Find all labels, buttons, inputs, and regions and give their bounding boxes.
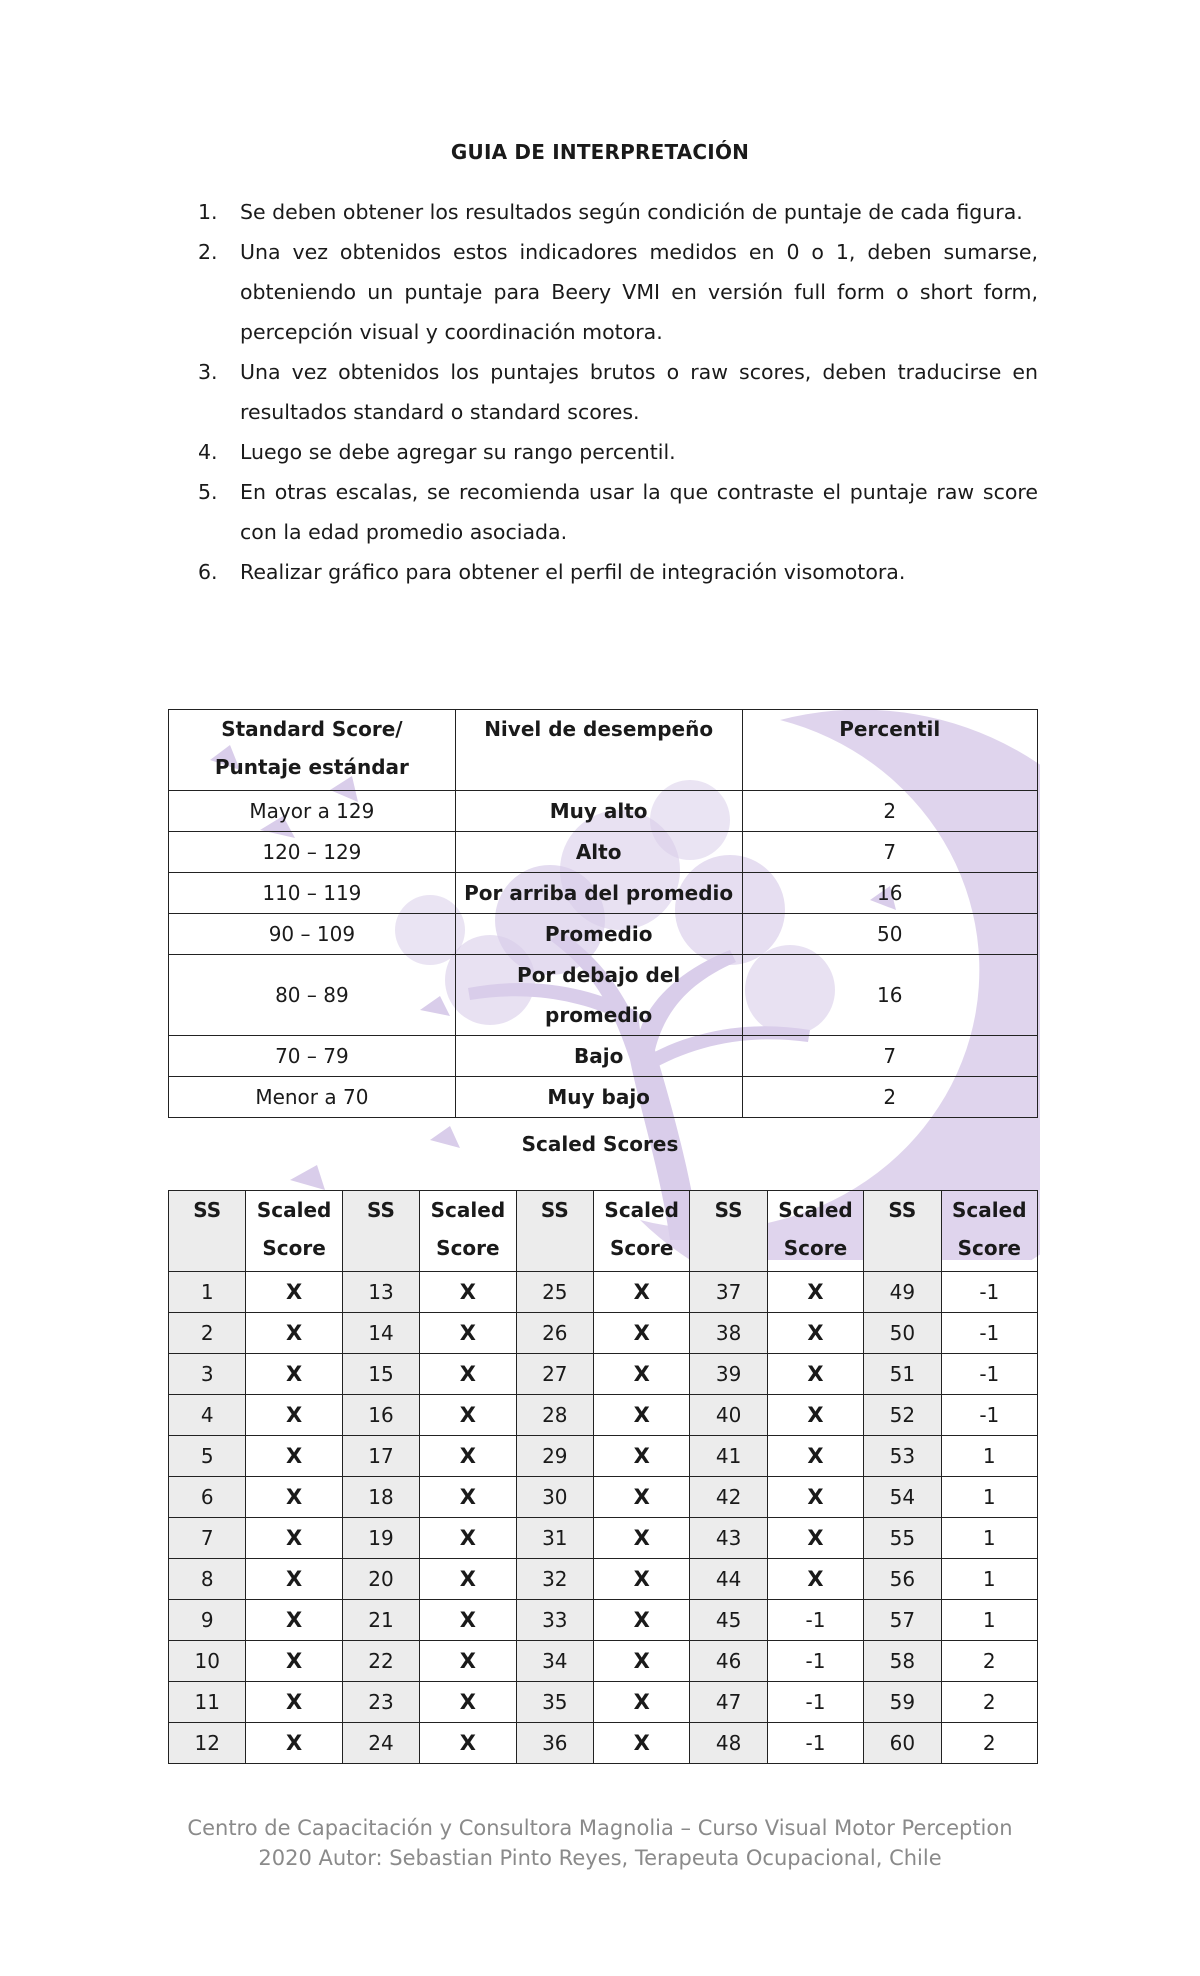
list-item [198,552,1038,592]
scaled-score-cell: -1 [767,1723,863,1764]
table-row [169,1077,1038,1118]
ss-cell: 48 [690,1723,767,1764]
ss-cell: 16 [342,1395,419,1436]
table-cell: 2 [742,1077,1037,1118]
ss-cell: 41 [690,1436,767,1477]
scaled-score-cell: 1 [941,1518,1037,1559]
scaled-score-cell: X [767,1559,863,1600]
scaled-score-cell: -1 [941,1354,1037,1395]
ss-cell: 46 [690,1641,767,1682]
scaled-score-cell: X [767,1518,863,1559]
table-cell: 110 – 119 [169,873,456,914]
scaled-scores-body [169,1272,1038,1764]
ss-cell: 15 [342,1354,419,1395]
scaled-score-cell: X [594,1600,690,1641]
scaled-score-cell: -1 [941,1272,1037,1313]
table-cell: 2 [742,791,1037,832]
scaled-score-cell: X [246,1395,342,1436]
scaled-score-cell: 1 [941,1559,1037,1600]
scaled-score-cell: X [420,1272,516,1313]
table-cell: Por arriba del promedio [455,873,742,914]
footer-line: 2020 Autor: Sebastian Pinto Reyes, Terapeuta Ocupacional, Chile [258,1846,942,1870]
ss-cell: 28 [516,1395,593,1436]
scaled-score-cell: X [594,1682,690,1723]
ss-cell: 33 [516,1600,593,1641]
scaled-score-cell: -1 [941,1313,1037,1354]
scaled-score-cell: X [767,1436,863,1477]
column-header-scaled-score: Scaled Score [594,1191,690,1272]
ss-cell: 6 [169,1477,246,1518]
ss-cell: 5 [169,1436,246,1477]
scaled-score-cell: X [594,1559,690,1600]
scaled-score-cell: X [420,1395,516,1436]
ss-cell: 49 [864,1272,941,1313]
table-row [169,791,1038,832]
table-row [169,832,1038,873]
column-header-scaled-score: Scaled Score [767,1191,863,1272]
ss-cell: 39 [690,1354,767,1395]
scaled-score-cell: X [420,1477,516,1518]
ss-cell: 26 [516,1313,593,1354]
ss-cell: 23 [342,1682,419,1723]
table-row [169,1477,1038,1518]
scaled-score-cell: X [420,1518,516,1559]
scaled-scores-table [168,1190,1038,1764]
scaled-score-cell: X [767,1395,863,1436]
table-row [169,1559,1038,1600]
step-number: 4. [198,440,218,464]
scaled-score-cell: 1 [941,1600,1037,1641]
table-cell: 16 [742,873,1037,914]
scaled-score-cell: X [246,1600,342,1641]
scaled-score-cell: X [594,1354,690,1395]
scaled-score-cell: X [246,1313,342,1354]
table-header-row [169,1191,1038,1272]
ss-cell: 2 [169,1313,246,1354]
scaled-score-cell: X [594,1518,690,1559]
ss-cell: 4 [169,1395,246,1436]
table-row [169,1641,1038,1682]
footer [0,1813,1200,1873]
ss-cell: 40 [690,1395,767,1436]
column-header-ss: SS [169,1191,246,1272]
ss-cell: 29 [516,1436,593,1477]
table-cell: Menor a 70 [169,1077,456,1118]
column-header-scaled-score: Scaled Score [941,1191,1037,1272]
scaled-score-cell: X [594,1436,690,1477]
scaled-score-cell: X [420,1354,516,1395]
scaled-score-cell: X [246,1436,342,1477]
ss-cell: 34 [516,1641,593,1682]
list-item [198,472,1038,552]
ss-cell: 25 [516,1272,593,1313]
ss-cell: 22 [342,1641,419,1682]
ss-cell: 60 [864,1723,941,1764]
column-header-ss: SS [864,1191,941,1272]
ss-cell: 35 [516,1682,593,1723]
table-row [169,1313,1038,1354]
ss-cell: 36 [516,1723,593,1764]
ss-cell: 56 [864,1559,941,1600]
ss-cell: 3 [169,1354,246,1395]
ss-cell: 52 [864,1395,941,1436]
scaled-score-cell: X [246,1272,342,1313]
column-header: Percentil [742,710,1037,791]
list-item [198,432,1038,472]
column-header-ss: SS [342,1191,419,1272]
table-cell: 120 – 129 [169,832,456,873]
table-cell: 90 – 109 [169,914,456,955]
table-cell: Mayor a 129 [169,791,456,832]
ss-cell: 57 [864,1600,941,1641]
step-text: En otras escalas, se recomienda usar la que contraste el puntaje raw score con la edad promedio asociada. [240,480,1038,544]
table-row [169,1518,1038,1559]
table-row [169,1354,1038,1395]
scaled-score-cell: X [420,1436,516,1477]
table-cell: Por debajo del promedio [455,955,742,1036]
scaled-score-cell: X [420,1723,516,1764]
table-row [169,1436,1038,1477]
ss-cell: 21 [342,1600,419,1641]
table-row [169,955,1038,1036]
step-number: 6. [198,560,218,584]
scaled-score-cell: X [420,1641,516,1682]
table-row [169,1395,1038,1436]
ss-cell: 10 [169,1641,246,1682]
instruction-list [198,192,1038,592]
step-text: Se deben obtener los resultados según condición de puntaje de cada figura. [240,200,1023,224]
ss-cell: 12 [169,1723,246,1764]
table-cell: Promedio [455,914,742,955]
scaled-score-cell: X [594,1313,690,1354]
scaled-score-cell: X [246,1354,342,1395]
scaled-score-cell: X [594,1723,690,1764]
scaled-score-cell: 2 [941,1723,1037,1764]
ss-cell: 17 [342,1436,419,1477]
list-item [198,192,1038,232]
table-row [169,1272,1038,1313]
scaled-score-cell: -1 [767,1682,863,1723]
column-header-ss: SS [690,1191,767,1272]
column-header: Nivel de desempeño [455,710,742,791]
footer-line: Centro de Capacitación y Consultora Magnolia – Curso Visual Motor Perception [187,1816,1013,1840]
ss-cell: 13 [342,1272,419,1313]
step-number: 5. [198,480,218,504]
scaled-score-cell: -1 [767,1641,863,1682]
table-row [169,873,1038,914]
scaled-score-cell: 1 [941,1436,1037,1477]
ss-cell: 54 [864,1477,941,1518]
ss-cell: 1 [169,1272,246,1313]
table-row [169,914,1038,955]
ss-cell: 38 [690,1313,767,1354]
ss-cell: 50 [864,1313,941,1354]
scaled-score-cell: X [767,1272,863,1313]
ss-cell: 19 [342,1518,419,1559]
ss-cell: 59 [864,1682,941,1723]
ss-cell: 32 [516,1559,593,1600]
step-text: Realizar gráfico para obtener el perfil de integración visomotora. [240,560,906,584]
ss-cell: 18 [342,1477,419,1518]
ss-cell: 47 [690,1682,767,1723]
scaled-score-cell: X [246,1559,342,1600]
step-number: 3. [198,360,218,384]
scaled-score-cell: 1 [941,1477,1037,1518]
ss-cell: 9 [169,1600,246,1641]
scaled-score-cell: X [420,1682,516,1723]
table-cell: Bajo [455,1036,742,1077]
column-header-scaled-score: Scaled Score [420,1191,516,1272]
ss-cell: 44 [690,1559,767,1600]
table-cell: Muy bajo [455,1077,742,1118]
table-row [169,1682,1038,1723]
ss-cell: 20 [342,1559,419,1600]
ss-cell: 43 [690,1518,767,1559]
table-cell: Muy alto [455,791,742,832]
table-cell: Alto [455,832,742,873]
table-cell: 7 [742,832,1037,873]
table-cell: 80 – 89 [169,955,456,1036]
scaled-score-cell: X [767,1313,863,1354]
table-row [169,1036,1038,1077]
step-number: 1. [198,200,218,224]
scaled-score-cell: -1 [941,1395,1037,1436]
table-header-row [169,710,1038,791]
ss-cell: 31 [516,1518,593,1559]
scaled-score-cell: X [420,1559,516,1600]
step-number: 2. [198,240,218,264]
ss-cell: 37 [690,1272,767,1313]
ss-cell: 11 [169,1682,246,1723]
table-cell: 7 [742,1036,1037,1077]
scaled-score-cell: X [246,1682,342,1723]
ss-cell: 14 [342,1313,419,1354]
column-header-ss: SS [516,1191,593,1272]
page-title: GUIA DE INTERPRETACIÓN [450,140,750,164]
table-row [169,1600,1038,1641]
ss-cell: 45 [690,1600,767,1641]
step-text: Luego se debe agregar su rango percentil. [240,440,676,464]
scaled-score-cell: X [594,1477,690,1518]
scaled-score-cell: X [767,1477,863,1518]
table-cell: 70 – 79 [169,1036,456,1077]
ss-cell: 24 [342,1723,419,1764]
step-text: Una vez obtenidos los puntajes brutos o raw scores, deben traducirse en resultados standard o standard scores. [240,360,1038,424]
scaled-score-cell: X [246,1518,342,1559]
scaled-score-cell: X [246,1477,342,1518]
scaled-score-cell: X [594,1395,690,1436]
scaled-score-cell: X [767,1354,863,1395]
scaled-score-cell: X [246,1723,342,1764]
scaled-score-cell: X [420,1600,516,1641]
list-item [198,352,1038,432]
ss-cell: 7 [169,1518,246,1559]
scaled-score-cell: 2 [941,1682,1037,1723]
column-header-scaled-score: Scaled Score [246,1191,342,1272]
ss-cell: 30 [516,1477,593,1518]
scaled-score-cell: X [594,1272,690,1313]
scaled-score-cell: X [420,1313,516,1354]
table-cell: 50 [742,914,1037,955]
table-row [169,1723,1038,1764]
step-text: Una vez obtenidos estos indicadores medidos en 0 o 1, deben sumarse, obteniendo un puntaje para Beery VMI en versión full form o short form, percepción visual y coordinación motora. [240,240,1038,344]
ss-cell: 58 [864,1641,941,1682]
scaled-scores-title: Scaled Scores [521,1132,679,1156]
scaled-score-cell: X [246,1641,342,1682]
ss-cell: 27 [516,1354,593,1395]
ss-cell: 53 [864,1436,941,1477]
scaled-score-cell: -1 [767,1600,863,1641]
ss-cell: 55 [864,1518,941,1559]
performance-level-table [168,709,1038,1118]
ss-cell: 51 [864,1354,941,1395]
list-item [198,232,1038,352]
scaled-score-cell: 2 [941,1641,1037,1682]
scaled-score-cell: X [594,1641,690,1682]
table-cell: 16 [742,955,1037,1036]
ss-cell: 8 [169,1559,246,1600]
column-header: Standard Score/ Puntaje estándar [169,710,456,791]
ss-cell: 42 [690,1477,767,1518]
